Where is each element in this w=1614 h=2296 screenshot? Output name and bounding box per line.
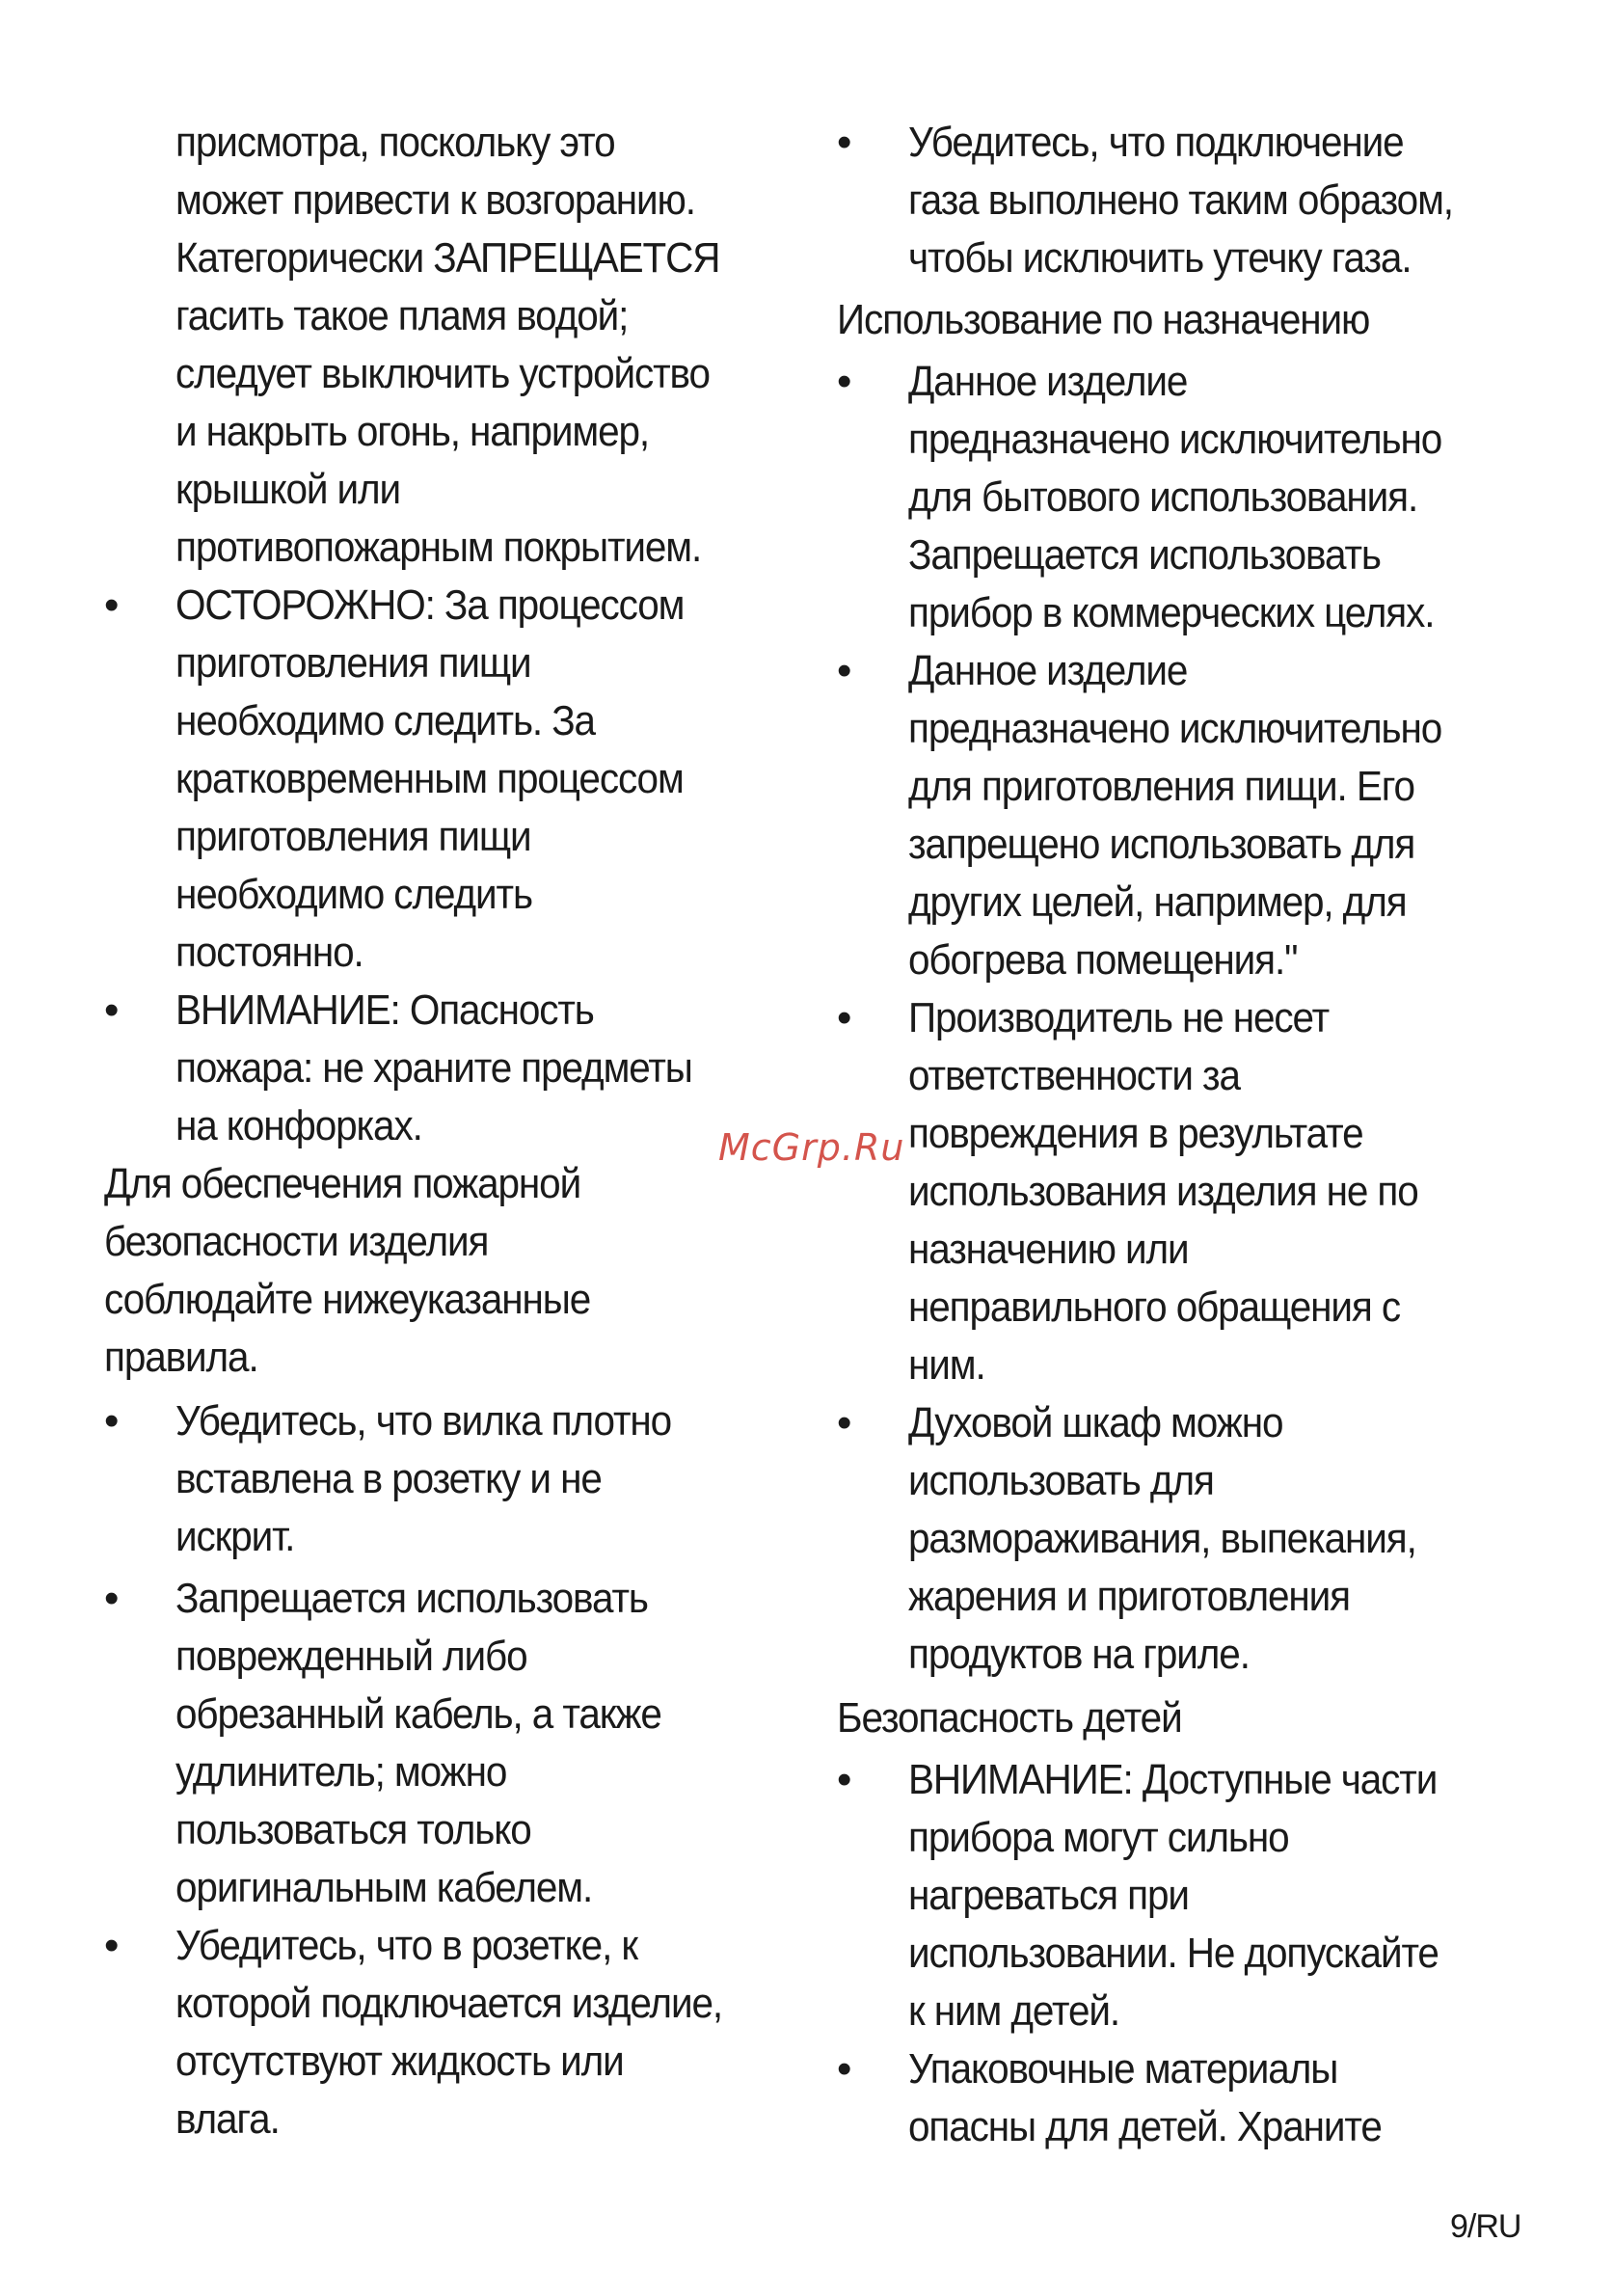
- text-line: ВНИМАНИЕ: Опасность: [175, 986, 594, 1034]
- text-line: Упаковочные материалы: [908, 2045, 1338, 2093]
- text-line: необходимо следить. За: [175, 697, 595, 744]
- text-line: продуктов на гриле.: [908, 1631, 1250, 1678]
- text-line: пользоваться только: [175, 1806, 531, 1853]
- text-line: обрезанный кабель, а также: [175, 1690, 661, 1738]
- continuation-paragraph: [104, 114, 818, 577]
- text-line: других целей, например, для: [908, 878, 1407, 926]
- bullet-oven: [837, 1394, 1541, 1684]
- text-line: обогрева помещения.": [908, 936, 1298, 984]
- text-line: кратковременным процессом: [175, 755, 684, 802]
- watermark: McGrp.Ru: [718, 1126, 905, 1169]
- text-line: Убедитесь, что в розетке, к: [175, 1922, 637, 1969]
- fire-safety-intro: [104, 1155, 818, 1387]
- text-line: Запрещается использовать: [908, 531, 1381, 579]
- bullet-household: [837, 353, 1541, 642]
- text-line: назначению или: [908, 1226, 1189, 1273]
- text-line: использовании. Не допускайте: [908, 1930, 1439, 1977]
- text-line: соблюдайте нижеуказанные: [104, 1276, 591, 1323]
- text-line: которой подключается изделие,: [175, 1980, 723, 2027]
- bullet-cooking: [837, 642, 1541, 989]
- left-column: [104, 114, 818, 2148]
- text-line: ним.: [908, 1341, 985, 1389]
- text-line: Убедитесь, что подключение: [908, 119, 1404, 166]
- bullet-gas: [837, 114, 1541, 287]
- bullet-dot: •: [104, 1575, 120, 1622]
- text-line: пожара: не храните предметы: [175, 1044, 692, 1092]
- text-line: размораживания, выпекания,: [908, 1515, 1416, 1562]
- bullet-dot: •: [837, 2045, 852, 2093]
- text-line: постоянно.: [175, 929, 363, 976]
- bullet-dot: •: [837, 119, 852, 166]
- bullet-dot: •: [837, 1399, 852, 1446]
- text-line: крышкой или: [175, 466, 401, 513]
- text-line: удлинитель; можно: [175, 1748, 507, 1796]
- text-line: предназначено исключительно: [908, 705, 1442, 752]
- text-line: опасны для детей. Храните: [908, 2103, 1382, 2150]
- right-column: [837, 114, 1541, 2156]
- bullet-manufacturer: [837, 989, 1541, 1394]
- text-line: чтобы исключить утечку газа.: [908, 234, 1412, 282]
- text-line: Данное изделие: [908, 358, 1188, 405]
- text-line: правила.: [104, 1334, 258, 1381]
- text-line: газа выполнено таким образом,: [908, 176, 1453, 224]
- text-line: поврежденный либо: [175, 1633, 527, 1680]
- bullet-packaging: [837, 2040, 1541, 2156]
- text-line: влага.: [175, 2095, 280, 2143]
- text-line: искрит.: [175, 1513, 295, 1560]
- bullet-plug: [104, 1392, 818, 1566]
- text-line: следует выключить устройство: [175, 350, 710, 397]
- text-line: гасить такое пламя водой;: [175, 292, 629, 339]
- text-line: противопожарным покрытием.: [175, 524, 702, 571]
- text-line: Производитель не несет: [908, 994, 1330, 1041]
- text-line: к ним детей.: [908, 1987, 1120, 2035]
- text-line: приготовления пищи: [175, 639, 531, 687]
- text-line: отсутствуют жидкость или: [175, 2038, 624, 2085]
- bullet-dot: •: [837, 994, 852, 1041]
- text-line: оригинальным кабелем.: [175, 1864, 593, 1911]
- text-line: может привести к возгоранию.: [175, 176, 695, 224]
- bullet-dot: •: [104, 581, 120, 629]
- text-line: жарения и приготовления: [908, 1573, 1350, 1620]
- text-line: приготовления пищи: [175, 813, 531, 860]
- text-line: присмотра, поскольку это: [175, 119, 615, 166]
- text-line: использования изделия не по: [908, 1168, 1418, 1215]
- text-line: на конфорках.: [175, 1102, 422, 1149]
- text-line: запрещено использовать для: [908, 821, 1415, 868]
- text-line: Данное изделие: [908, 647, 1188, 694]
- bullet-accessible: [837, 1751, 1541, 2040]
- heading-intended-use: Использование по назначению: [837, 296, 1370, 343]
- text-line: ответственности за: [908, 1052, 1240, 1099]
- bullet-caution: [104, 577, 818, 982]
- text-line: повреждения в результате: [908, 1110, 1363, 1157]
- text-line: прибор в коммерческих целях.: [908, 589, 1435, 636]
- bullet-dot: •: [837, 358, 852, 405]
- text-line: Запрещается использовать: [175, 1575, 648, 1622]
- text-line: и накрыть огонь, например,: [175, 408, 650, 455]
- bullet-dot: •: [837, 1756, 852, 1803]
- text-line: предназначено исключительно: [908, 416, 1442, 463]
- bullet-dot: •: [104, 1922, 120, 1969]
- text-line: для приготовления пищи. Его: [908, 763, 1414, 810]
- page-number: 9/RU: [1450, 2208, 1521, 2245]
- text-line: прибора могут сильно: [908, 1814, 1289, 1861]
- text-line: вставлена в розетку и не: [175, 1455, 602, 1502]
- heading-child-safety: Безопасность детей: [837, 1694, 1182, 1742]
- text-line: безопасности изделия: [104, 1218, 489, 1265]
- bullet-dot: •: [104, 1397, 120, 1445]
- text-line: ВНИМАНИЕ: Доступные части: [908, 1756, 1438, 1803]
- text-line: Для обеспечения пожарной: [104, 1160, 581, 1207]
- text-line: для бытового использования.: [908, 473, 1418, 521]
- text-line: Категорически ЗАПРЕЩАЕТСЯ: [175, 234, 720, 282]
- text-line: Духовой шкаф можно: [908, 1399, 1283, 1446]
- text-line: использовать для: [908, 1457, 1214, 1504]
- bullet-dot: •: [104, 986, 120, 1034]
- text-line: необходимо следить: [175, 871, 532, 918]
- bullet-cable: [104, 1570, 818, 1917]
- bullet-socket: [104, 1917, 818, 2148]
- text-line: неправильного обращения с: [908, 1283, 1401, 1331]
- bullet-dot: •: [837, 647, 852, 694]
- text-line: Убедитесь, что вилка плотно: [175, 1397, 672, 1445]
- text-line: нагреваться при: [908, 1872, 1189, 1919]
- text-line: ОСТОРОЖНО: За процессом: [175, 581, 685, 629]
- bullet-warning-fire: [104, 982, 818, 1155]
